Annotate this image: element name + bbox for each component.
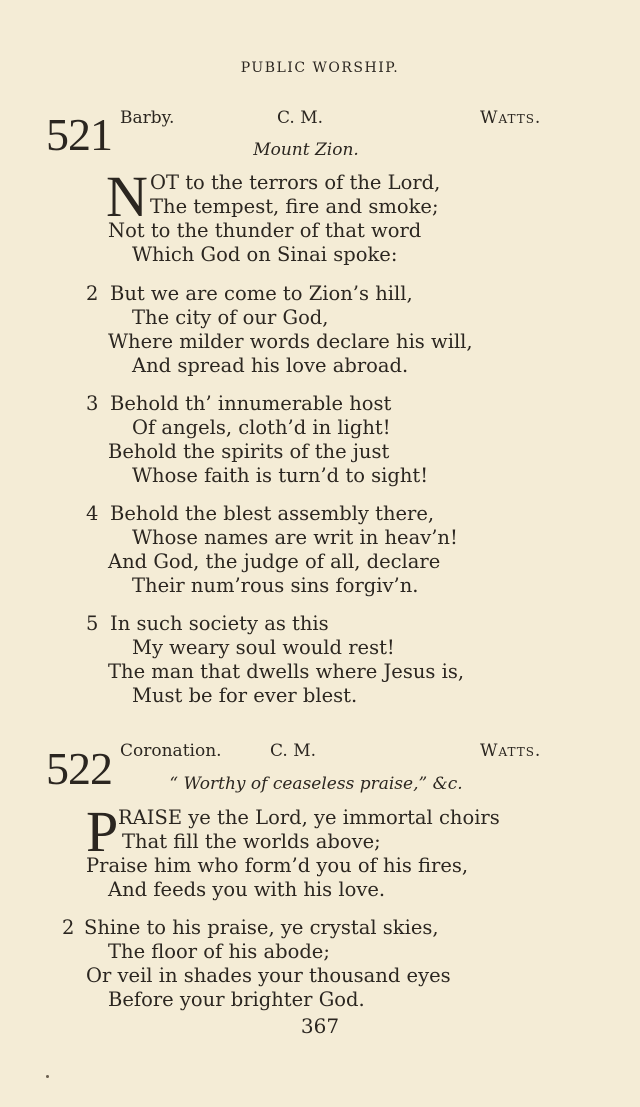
meter: C. M. <box>277 108 324 128</box>
verse-line: Behold the blest assembly there, <box>110 502 435 525</box>
author: Watts. <box>480 108 542 128</box>
verse-line: That fill the worlds above; <box>122 830 381 853</box>
meter: C. M. <box>270 741 317 761</box>
verse-line: Where milder words declare his will, <box>108 330 473 353</box>
verse-line: Which God on Sinai spoke: <box>132 243 398 266</box>
verse-line: Or veil in shades your thousand eyes <box>86 964 451 987</box>
verse-line: Whose names are writ in heav’n! <box>132 526 458 549</box>
stanza-4 <box>86 502 458 598</box>
running-head: PUBLIC WORSHIP. <box>240 60 400 76</box>
stanza-number: 4 <box>86 502 99 525</box>
verse-line: Of angels, cloth’d in light! <box>132 416 391 439</box>
stanza-3 <box>86 392 429 488</box>
hymn-subtitle: Mount Zion. <box>253 140 359 160</box>
hymn-number: 521 <box>46 109 112 160</box>
verse-line: And spread his love abroad. <box>132 354 409 377</box>
stanza-5 <box>86 612 465 708</box>
stanza-number: 2 <box>62 916 75 939</box>
tune-name: Coronation. <box>120 741 222 761</box>
verse-line: Praise him who form’d you of his fires, <box>86 854 469 877</box>
hymn-subtitle: “ Worthy of ceaseless praise,” &c. <box>169 774 463 794</box>
verse-line: Shine to his praise, ye crystal skies, <box>84 916 439 939</box>
verse-line: Behold the spirits of the just <box>108 440 390 463</box>
stanza-1 <box>108 171 441 267</box>
verse-line: And God, the judge of all, declare <box>108 550 441 573</box>
stanza-number: 2 <box>86 282 99 305</box>
stanza-2 <box>62 916 451 1012</box>
verse-line: Whose faith is turn’d to sight! <box>132 464 429 487</box>
verse-line: But we are come to Zion’s hill, <box>110 282 413 305</box>
verse-line: My weary soul would rest! <box>132 636 395 659</box>
stanza-2 <box>86 282 473 378</box>
author: Watts. <box>480 741 542 761</box>
verse-line: OT to the terrors of the Lord, <box>150 171 441 194</box>
author-wrap <box>480 108 541 128</box>
verse-line: In such society as this <box>110 612 329 635</box>
verse-line: Must be for ever blest. <box>132 684 358 707</box>
stanza-number: 5 <box>86 612 99 635</box>
hymn-number: 522 <box>46 743 112 794</box>
verse-line: Not to the thunder of that word <box>108 219 422 242</box>
stanza-1 <box>86 806 500 902</box>
verse-line: The tempest, fire and smoke; <box>150 195 439 218</box>
verse-line: And feeds you with his love. <box>108 878 386 901</box>
page-number: 367 <box>300 1014 340 1038</box>
verse-line: RAISE ye the Lord, ye immortal choirs <box>118 806 500 829</box>
paper-speck <box>46 1075 49 1078</box>
author-wrap <box>480 741 541 761</box>
verse-line: Behold th’ innumerable host <box>110 392 392 415</box>
verse-line: Their num’rous sins forgiv’n. <box>132 574 419 597</box>
verse-line: Before your brighter God. <box>108 988 365 1011</box>
verse-line: The city of our God, <box>132 306 329 329</box>
verse-line: The floor of his abode; <box>108 940 330 963</box>
drop-cap: P <box>86 799 119 864</box>
stanza-number: 3 <box>86 392 99 415</box>
drop-cap: N <box>106 164 148 229</box>
tune-name: Barby. <box>120 108 175 128</box>
verse-line: The man that dwells where Jesus is, <box>108 660 465 683</box>
